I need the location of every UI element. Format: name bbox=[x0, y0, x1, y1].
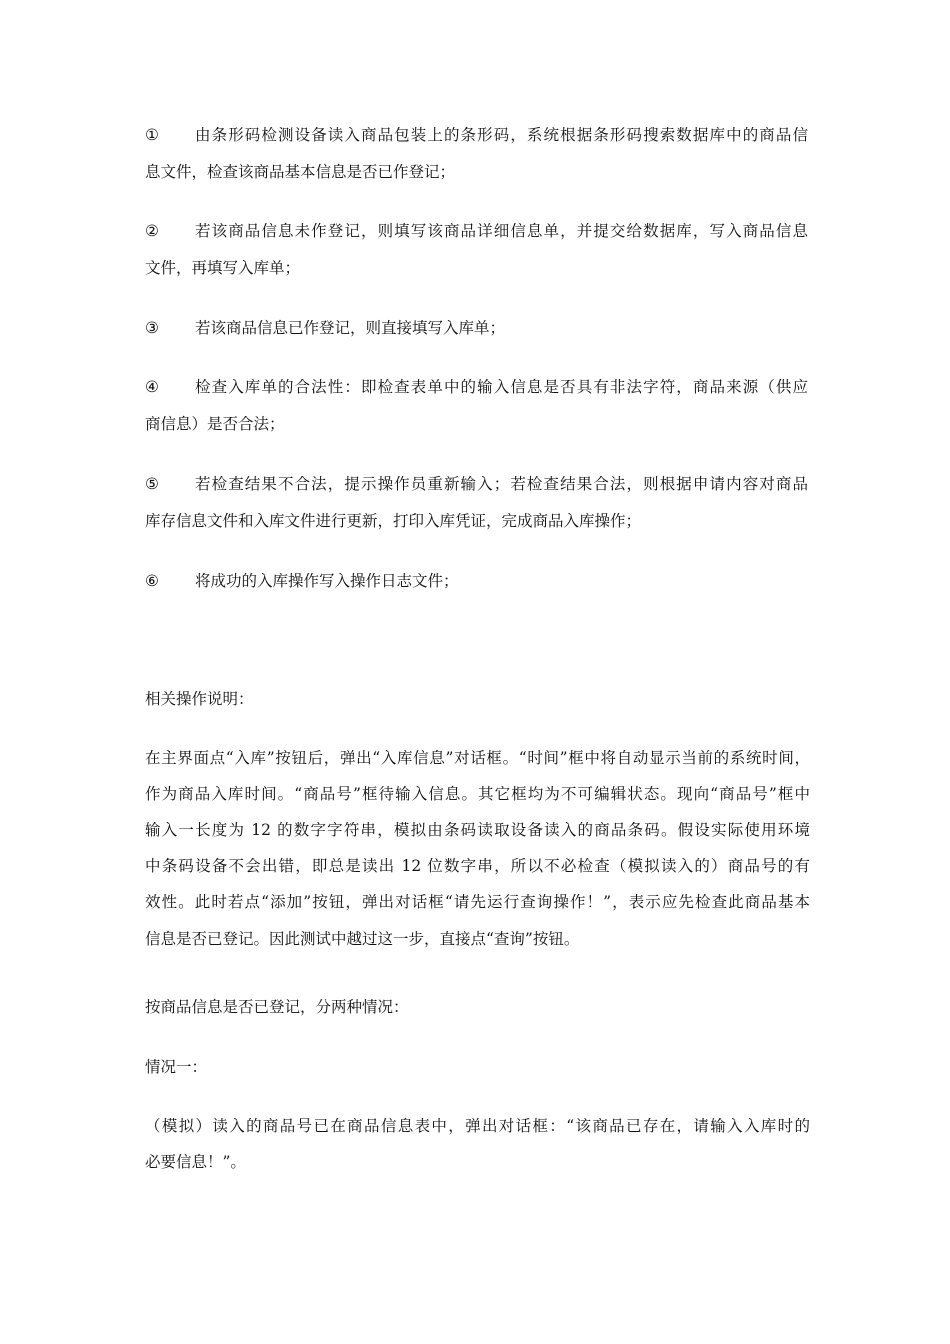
step-2-line-1: 若该商品信息未作登记，则填写该商品详细信息单，并提交给数据库，写入商品信息 bbox=[195, 222, 808, 240]
step-1-line-2: 息文件，检查该商品基本信息是否已作登记； bbox=[145, 163, 456, 181]
ops-paragraph-line-4: 中条码设备不会出错，即总是读出 12 位数字串，所以不必检查（模拟读入的）商品号的有 bbox=[145, 857, 810, 875]
step-6-line-1: 将成功的入库操作写入操作日志文件； bbox=[195, 572, 459, 590]
ops-heading: 相关操作说明： bbox=[145, 690, 254, 708]
step-marker: ③ bbox=[145, 319, 159, 337]
case-1-line-2: 必要信息！”。 bbox=[145, 1153, 246, 1171]
step-4-line-2: 商信息）是否合法； bbox=[145, 415, 285, 433]
step-5-line-1: 若检查结果不合法，提示操作员重新输入；若检查结果合法，则根据申请内容对商品 bbox=[195, 475, 808, 493]
step-marker: ① bbox=[145, 126, 159, 144]
cases-intro: 按商品信息是否已登记，分两种情况： bbox=[145, 998, 409, 1016]
step-marker: ⑤ bbox=[145, 475, 159, 493]
case-1-label: 情况一： bbox=[145, 1058, 208, 1076]
step-3-line-1: 若该商品信息已作登记，则直接填写入库单； bbox=[195, 319, 506, 337]
step-1-line-1: 由条形码检测设备读入商品包装上的条形码，系统根据条形码搜索数据库中的商品信 bbox=[195, 126, 808, 144]
ops-paragraph-line-6: 信息是否已登记。因此测试中越过这一步，直接点“查询”按钮。 bbox=[145, 930, 580, 948]
ops-paragraph-line-5: 效性。此时若点“添加”按钮，弹出对话框“请先运行查询操作！”，表示应先检查此商品基本 bbox=[145, 893, 810, 911]
ops-paragraph-line-2: 作为商品入库时间。“商品号”框待输入信息。其它框均为不可编辑状态。现向“商品号”框中 bbox=[145, 785, 810, 803]
ops-paragraph-line-3: 输入一长度为 12 的数字字符串，模拟由条码读取设备读入的商品条码。假设实际使用环境 bbox=[145, 821, 810, 839]
step-5-line-2: 库存信息文件和入库文件进行更新，打印入库凭证，完成商品入库操作； bbox=[145, 512, 642, 530]
step-marker: ② bbox=[145, 222, 159, 240]
step-marker: ⑥ bbox=[145, 572, 159, 590]
step-2-line-2: 文件，再填写入库单； bbox=[145, 259, 301, 277]
ops-paragraph-line-1: 在主界面点“入库”按钮后，弹出“入库信息”对话框。“时间”框中将自动显示当前的系统时间， bbox=[145, 749, 810, 767]
case-1-line-1: （模拟）读入的商品号已在商品信息表中，弹出对话框：“该商品已存在，请输入入库时的 bbox=[145, 1117, 810, 1135]
step-4-line-1: 检查入库单的合法性：即检查表单中的输入信息是否具有非法字符，商品来源（供应 bbox=[195, 378, 808, 396]
step-marker: ④ bbox=[145, 378, 159, 396]
